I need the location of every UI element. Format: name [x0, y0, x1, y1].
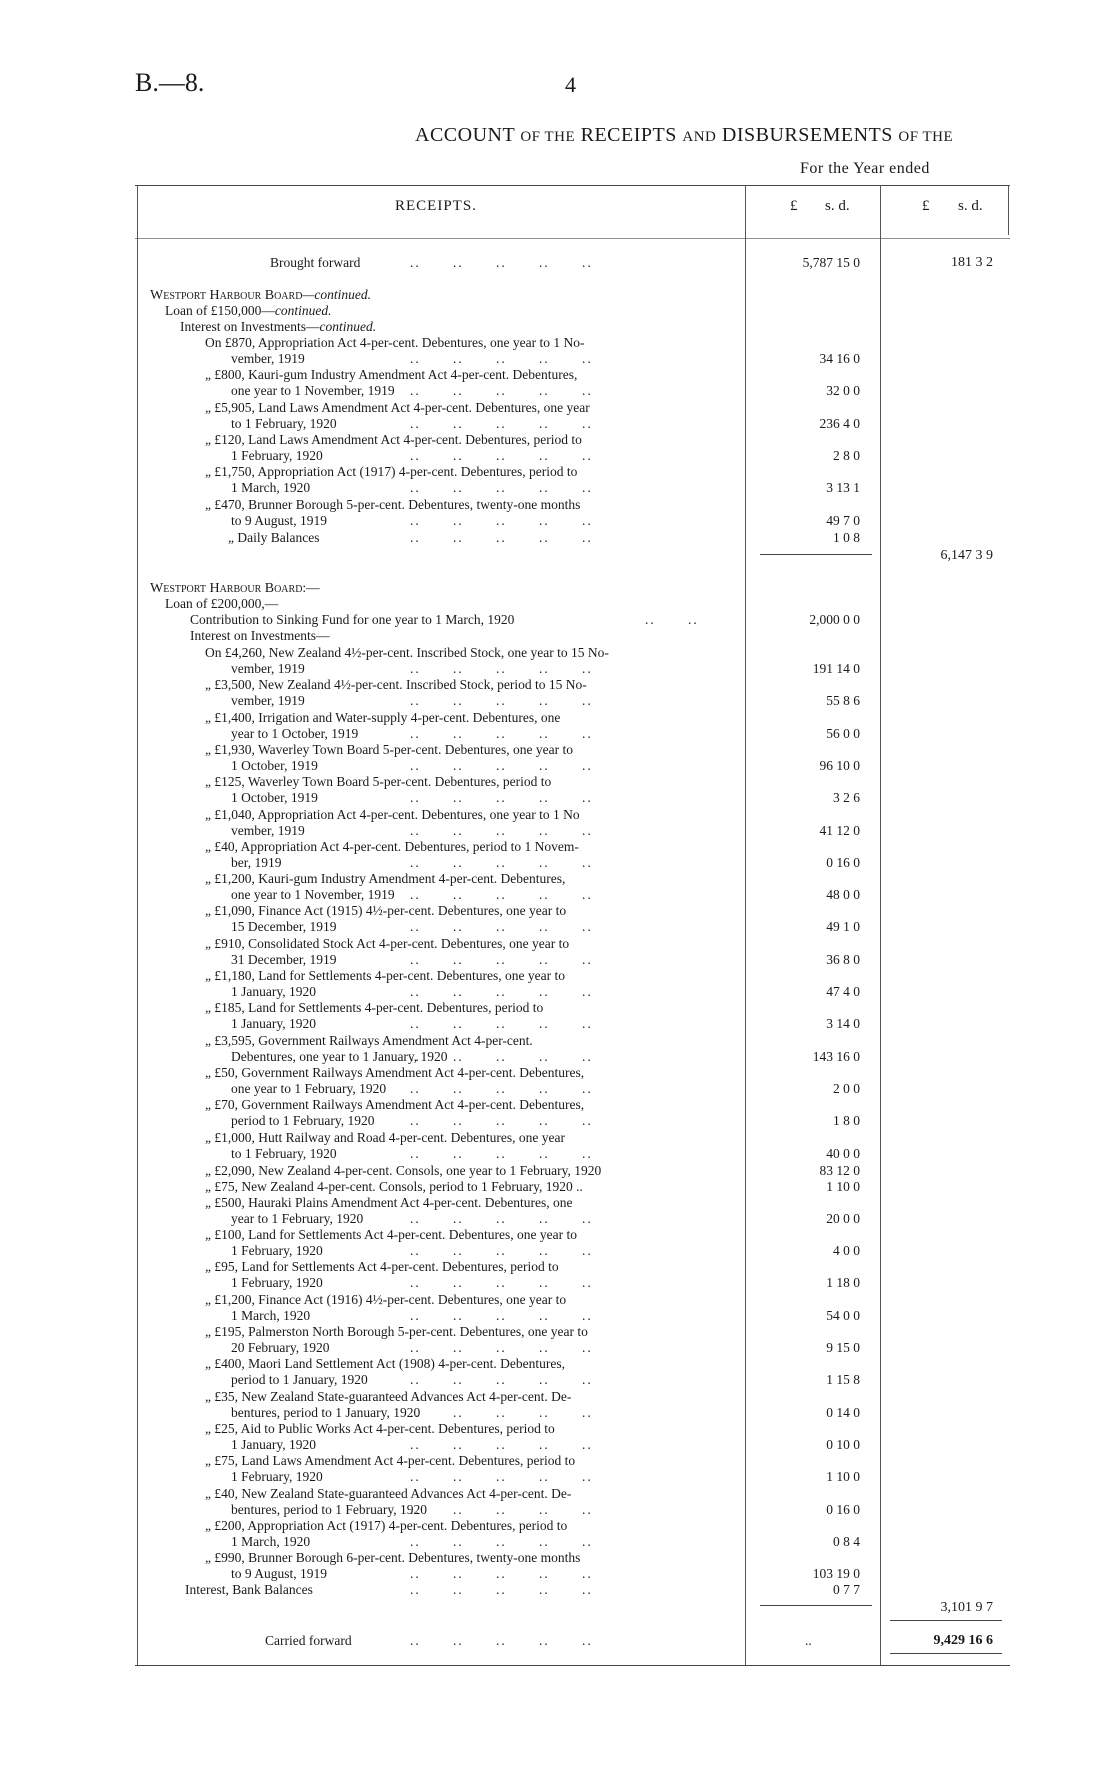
item-line-2: to 9 August, 1919	[231, 1566, 328, 1582]
item-line-1: „ £500, Hauraki Plains Amendment Act 4-per-cent. Debentures, one	[205, 1194, 573, 1210]
item-amount: 47 4 0	[826, 984, 860, 999]
table-bottom-rule	[135, 1665, 1010, 1666]
leader-dots: .. .. .. .. ..	[410, 1016, 593, 1032]
item-amount: 9 15 0	[826, 1340, 860, 1355]
item-line-1: „ £1,930, Waverley Town Board 5-per-cent. Debentures, one year to	[205, 741, 573, 757]
item-line-2: to 9 August, 1919	[231, 512, 328, 528]
brought-forward-label: Brought forward	[270, 255, 361, 270]
item-amount: 32 0 0	[826, 383, 860, 399]
col-pounds-1: £	[790, 198, 798, 214]
section1-heading	[150, 287, 371, 304]
leader-dots: .. .. .. .. ..	[410, 1243, 593, 1259]
item-amount: 1 18 0	[826, 1275, 860, 1291]
item-amount: 2 0 0	[833, 1080, 860, 1096]
table-left-border	[137, 185, 138, 1665]
col-pounds-2: £	[922, 198, 930, 214]
section1-heading-text: Westport Harbour Board	[150, 288, 303, 303]
item-line-2: 1 February, 1920	[231, 1243, 323, 1259]
item-amount: 40 0 0	[826, 1145, 860, 1161]
item-amount: 3 2 6	[833, 790, 860, 806]
item-amount: 0 14 0	[826, 1404, 860, 1420]
leader-dots: .. .. .. .. ..	[410, 984, 593, 999]
item-line-1: „ £3,595, Government Railways Amendment Act 4-per-cent.	[205, 1032, 533, 1048]
leader-dots: .. .. .. .. ..	[410, 255, 593, 270]
item-line-1: „ £990, Brunner Borough 6-per-cent. Debentures, twenty-one months	[205, 1550, 581, 1566]
item-amount: 1 10 0	[826, 1469, 860, 1485]
section1-interest-cont: continued.	[319, 319, 377, 334]
item-amount: 36 8 0	[826, 951, 860, 967]
daily-balances-amount: 1 0 8	[833, 530, 860, 545]
item-amount: 0 16 0	[826, 854, 860, 870]
sinking-fund-label: Contribution to Sinking Fund for one year to 1 March, 1920	[190, 612, 515, 627]
item-line-1: „ £40, Appropriation Act 4-per-cent. Debentures, period to 1 Novem-	[205, 838, 579, 854]
item-line-1: „ £1,200, Finance Act (1916) 4½-per-cent. Debentures, one year to	[205, 1291, 567, 1307]
leader-dots: .. .. .. .. ..	[410, 1582, 593, 1597]
leader-dots: .. .. .. .. ..	[410, 512, 593, 528]
item-line-2: 1 February, 1920	[231, 1469, 323, 1485]
item-amount: 236 4 0	[819, 415, 860, 431]
leader-dots: .. .. .. .. ..	[410, 1113, 593, 1129]
leader-dots: .. .. .. .. ..	[410, 1340, 593, 1355]
item-line-2: 1 February, 1920	[231, 447, 323, 463]
item-line-2: to 1 February, 1920	[231, 415, 337, 431]
item-amount: 34 16 0	[819, 351, 860, 366]
item-line-2: period to 1 January, 1920	[231, 1372, 368, 1388]
leader-dots: .. .. .. .. ..	[410, 854, 593, 870]
item-line-2: vember, 1919	[231, 661, 305, 676]
item-line-2: 1 October, 1919	[231, 790, 318, 806]
item-amount: 96 10 0	[819, 757, 860, 773]
leader-dots: .. .. .. .. ..	[410, 1210, 593, 1226]
item-line-1: „ £1,040, Appropriation Act 4-per-cent. Debentures, one year to 1 No	[205, 806, 580, 822]
table-right-border	[1008, 185, 1009, 235]
item-amount: 2 8 0	[833, 447, 860, 463]
item-line-1: „ £2,090, New Zealand 4-per-cent. Consols, one year to 1 February, 1920	[205, 1162, 602, 1178]
item-amount: 0 10 0	[826, 1436, 860, 1452]
item-line-1: „ £1,750, Appropriation Act (1917) 4-per-cent. Debentures, period to	[205, 464, 578, 480]
item-line-1: „ £25, Aid to Public Works Act 4-per-cent. Debentures, period to	[205, 1420, 555, 1436]
page-title	[415, 124, 953, 147]
item-line-2: bentures, period to 1 February, 1920	[231, 1501, 427, 1517]
item-amount: 0 16 0	[826, 1501, 860, 1517]
leader-dots: .. .. .. .. ..	[410, 1080, 593, 1096]
item-amount: 191 14 0	[812, 661, 860, 676]
item-line-1: „ £75, New Zealand 4-per-cent. Consols, period to 1 February, 1920 ..	[205, 1178, 583, 1194]
title-and: AND	[682, 129, 717, 145]
item-line-2: one year to 1 November, 1919	[231, 887, 395, 903]
leader-dots: .. .. .. .. ..	[410, 1436, 593, 1452]
item-line-2: 1 January, 1920	[231, 984, 316, 999]
item-line-2: bentures, period to 1 January, 1920	[231, 1404, 421, 1420]
brought-forward-total: 181 3 2	[951, 255, 993, 270]
item-line-1: „ £70, Government Railways Amendment Act 4-per-cent. Debentures,	[205, 1097, 585, 1113]
item-line-2: 1 March, 1920	[231, 1307, 311, 1323]
item-amount: 3 13 1	[826, 480, 860, 496]
item-line-2: to 1 February, 1920	[231, 1145, 337, 1161]
item-line-2: year to 1 February, 1920	[231, 1210, 364, 1226]
leader-dots: .. .. .. .. ..	[410, 351, 593, 366]
title-word-disbursements: DISBURSEMENTS	[721, 124, 893, 146]
section1-loan-cont: continued.	[274, 303, 332, 318]
item-amount: 1 15 8	[826, 1372, 860, 1388]
section2-heading-cont: :—	[302, 580, 320, 595]
item-amount: 1 10 0	[826, 1178, 860, 1194]
item-line-1: „ £1,000, Hutt Railway and Road 4-per-cent. Debentures, one year	[205, 1129, 565, 1145]
item-line-1: „ £50, Government Railways Amendment Act 4-per-cent. Debentures,	[205, 1064, 585, 1080]
page-subtitle: For the Year ended	[800, 160, 930, 177]
leader-dots: .. .. .. .. ..	[410, 661, 593, 676]
section2-heading	[150, 580, 320, 597]
section1-heading-cont: —continued.	[302, 287, 372, 302]
item-line-2: 1 February, 1920	[231, 1275, 323, 1291]
total-double-rule	[890, 1653, 1002, 1654]
leader-dots: .. .. .. .. ..	[410, 757, 593, 773]
item-amount: 49 1 0	[826, 919, 860, 935]
leader-dots: .. .. .. .. ..	[410, 1469, 593, 1485]
section1-loan-text: Loan of £150,000—	[165, 303, 275, 318]
item-line-1: „ £1,090, Finance Act (1915) 4½-per-cent. Debentures, one year to	[205, 903, 567, 919]
subtotal-rule	[760, 1605, 872, 1606]
item-line-2: one year to 1 February, 1920	[231, 1080, 387, 1096]
item-line-1: „ £1,200, Kauri-gum Industry Amendment 4-per-cent. Debentures,	[205, 871, 566, 887]
item-line-1: „ £200, Appropriation Act (1917) 4-per-cent. Debentures, period to	[205, 1517, 568, 1533]
item-line-2: Debentures, one year to 1 January, 1920	[231, 1048, 448, 1064]
title-word-receipts: RECEIPTS	[580, 124, 677, 146]
leader-dots: .. .. .. .. ..	[410, 1372, 593, 1388]
page-number: 4	[565, 72, 576, 97]
item-line-1: On £4,260, New Zealand 4½-per-cent. Inscribed Stock, one year to 15 No-	[205, 645, 609, 660]
item-amount: 4 0 0	[833, 1243, 860, 1259]
item-line-2: 1 March, 1920	[231, 1533, 311, 1549]
item-amount: 49 7 0	[826, 512, 860, 528]
item-amount: 1 8 0	[833, 1113, 860, 1129]
item-line-1: „ £1,180, Land for Settlements 4-per-cent. Debentures, one year to	[205, 968, 565, 983]
leader-dots: .. .. .. .. ..	[410, 1533, 593, 1549]
item-line-2: 15 December, 1919	[231, 919, 337, 935]
col-sd-1: s. d.	[825, 198, 850, 214]
leader-dots: .. .. .. .. ..	[410, 1307, 593, 1323]
item-amount: 83 12 0	[819, 1162, 860, 1178]
leader-dots: .. .. .. .. ..	[410, 951, 593, 967]
item-amount: 143 16 0	[812, 1048, 860, 1064]
item-line-1: „ £35, New Zealand State-guaranteed Advances Act 4-per-cent. De-	[205, 1388, 572, 1404]
leader-dots: .. .. .. .. ..	[410, 447, 593, 463]
item-line-1: „ £185, Land for Settlements 4-per-cent. Debentures, period to	[205, 1000, 544, 1016]
section1-loan	[165, 303, 331, 319]
item-line-1: „ £400, Maori Land Settlement Act (1908) 4-per-cent. Debentures,	[205, 1356, 565, 1372]
leader-dots: .. .. .. .. ..	[410, 1404, 593, 1420]
leader-dots: .. .. .. .. ..	[410, 790, 593, 806]
section2-loan: Loan of £200,000,—	[165, 596, 279, 611]
item-amount: 3 14 0	[826, 1016, 860, 1032]
leader-dots: .. .. .. .. ..	[410, 693, 593, 709]
item-line-2: one year to 1 November, 1919	[231, 383, 395, 399]
header-bottom-rule	[135, 238, 1010, 239]
carried-forward-total: 9,429 16 6	[933, 1633, 993, 1648]
item-line-2: year to 1 October, 1919	[231, 725, 359, 741]
item-line-1: „ £5,905, Land Laws Amendment Act 4-per-cent. Debentures, one year	[205, 399, 590, 415]
section2-interest: Interest on Investments—	[190, 628, 330, 643]
title-of-the-2: OF THE	[898, 129, 954, 145]
title-word-account: ACCOUNT	[415, 124, 515, 146]
item-line-2: ber, 1919	[231, 854, 282, 870]
leader-dots: .. .. .. .. ..	[410, 415, 593, 431]
item-line-2: period to 1 February, 1920	[231, 1113, 375, 1129]
item-amount: 0 8 4	[833, 1533, 860, 1549]
section1-total: 6,147 3 9	[940, 548, 993, 563]
carried-forward-label: Carried forward	[265, 1633, 352, 1648]
item-line-1: „ £800, Kauri-gum Industry Amendment Act 4-per-cent. Debentures,	[205, 367, 578, 383]
bank-balances-amount: 0 7 7	[833, 1582, 860, 1597]
section1-interest	[180, 319, 376, 335]
total-rule	[890, 1620, 1002, 1621]
item-line-1: „ £40, New Zealand State-guaranteed Advances Act 4-per-cent. De-	[205, 1485, 572, 1501]
item-amount: 56 0 0	[826, 725, 860, 741]
item-line-2: 1 January, 1920	[231, 1016, 316, 1032]
col-receipts-header: RECEIPTS.	[395, 198, 477, 214]
sinking-fund-amount: 2,000 0 0	[809, 612, 860, 627]
item-line-2: 1 March, 1920	[231, 480, 311, 496]
item-line-1: On £870, Appropriation Act 4-per-cent. Debentures, one year to 1 No-	[205, 335, 585, 350]
leader-dots: .. .. .. .. ..	[410, 1501, 593, 1517]
item-line-1: „ £195, Palmerston North Borough 5-per-cent. Debentures, one year to	[205, 1324, 588, 1339]
col-sd-2: s. d.	[958, 198, 983, 214]
leader-dots: .. .. .. .. ..	[410, 480, 593, 496]
item-line-1: „ £75, Land Laws Amendment Act 4-per-cent. Debentures, period to	[205, 1453, 576, 1469]
item-line-1: „ £125, Waverley Town Board 5-per-cent. Debentures, period to	[205, 774, 552, 790]
item-line-2: 31 December, 1919	[231, 951, 337, 967]
item-line-1: „ £100, Land for Settlements Act 4-per-cent. Debentures, one year to	[205, 1227, 577, 1243]
item-line-2: vember, 1919	[231, 822, 305, 838]
leader-dots: .. .. .. .. ..	[410, 1566, 593, 1582]
leader-dots: .. .. .. .. ..	[410, 887, 593, 903]
item-amount: 41 12 0	[819, 822, 860, 838]
document-reference: B.—8.	[135, 68, 205, 97]
item-line-1: „ £3,500, New Zealand 4½-per-cent. Inscribed Stock, period to 15 No-	[205, 677, 587, 693]
item-line-1: „ £120, Land Laws Amendment Act 4-per-cent. Debentures, period to	[205, 431, 582, 447]
item-amount: 54 0 0	[826, 1307, 860, 1323]
leader-dots: .. .. .. .. ..	[410, 530, 593, 545]
leader-dots: .. .. .. .. ..	[410, 383, 593, 399]
table-top-rule	[135, 185, 1010, 186]
item-line-2: 1 October, 1919	[231, 757, 318, 773]
item-amount: 55 8 6	[826, 693, 860, 709]
title-of-the: OF THE	[520, 129, 576, 145]
item-line-2: vember, 1919	[231, 351, 305, 366]
leader-dots: .. .. .. .. ..	[410, 1633, 593, 1648]
leader-dots: .. .. .. .. ..	[410, 1048, 593, 1064]
leader-dots: .. .. .. .. ..	[410, 1145, 593, 1161]
item-line-1: „ £470, Brunner Borough 5-per-cent. Debentures, twenty-one months	[205, 496, 581, 512]
leader-dots: .. .. .. .. ..	[410, 919, 593, 935]
item-line-2: vember, 1919	[231, 693, 305, 709]
leader-dots: .. ..	[645, 612, 699, 627]
item-line-2: 20 February, 1920	[231, 1340, 330, 1355]
item-amount: 103 19 0	[812, 1566, 860, 1582]
item-line-1: „ £95, Land for Settlements Act 4-per-cent. Debentures, period to	[205, 1259, 559, 1275]
item-line-1: „ £1,400, Irrigation and Water-supply 4-per-cent. Debentures, one	[205, 709, 561, 725]
section1-interest-text: Interest on Investments—	[180, 319, 320, 334]
section2-heading-text: Westport Harbour Board	[150, 581, 303, 596]
item-amount: 20 0 0	[826, 1210, 860, 1226]
section2-total: 3,101 9 7	[940, 1600, 993, 1615]
bank-balances-label: Interest, Bank Balances	[185, 1582, 313, 1597]
item-line-1: „ £910, Consolidated Stock Act 4-per-cent. Debentures, one year to	[205, 935, 570, 951]
brought-forward-amount: 5,787 15 0	[802, 255, 860, 270]
leader-dots: .. .. .. .. ..	[410, 1275, 593, 1291]
daily-balances-label: „ Daily Balances	[228, 530, 320, 545]
leader-dots: .. .. .. .. ..	[410, 725, 593, 741]
column-divider-2	[880, 185, 881, 1665]
leader-dots: .. .. .. .. ..	[410, 822, 593, 838]
carried-forward-amount: ..	[805, 1633, 812, 1648]
item-amount: 48 0 0	[826, 887, 860, 903]
item-line-2: 1 January, 1920	[231, 1436, 316, 1452]
subtotal-rule	[760, 554, 872, 555]
